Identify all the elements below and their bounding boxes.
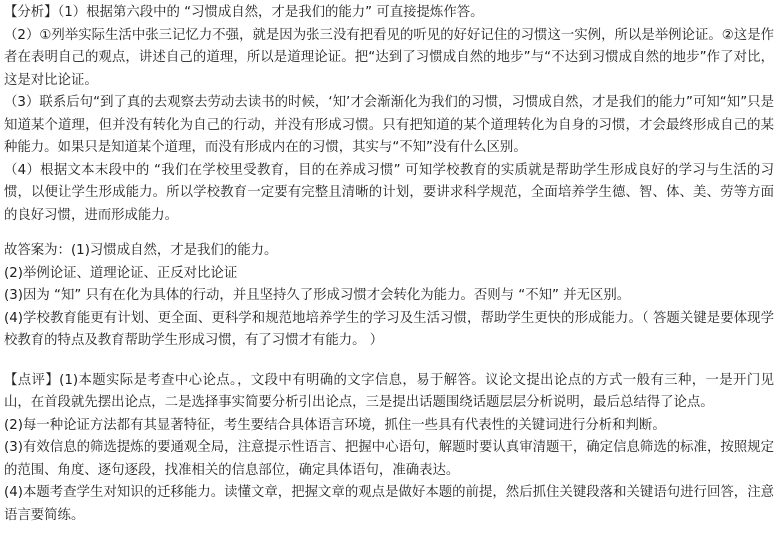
answer-paragraph-1: 故答案为：(1)习惯成自然，才是我们的能力。 (4, 243, 278, 258)
analysis-paragraph-4: （4）根据文本末段中的 “我们在学校里受教育，目的在养成习惯” 可知学校教育的实质就是帮助学生形成良好的学习与生活的习惯，以便让学生形成能力。所以学校教育一定要有完整且清晰的计划，要讲求科学规范，全面培养学生德、智、体、美、劳等方面的良好习惯，进而形成能力。 (4, 162, 774, 223)
section-spacer (4, 227, 774, 240)
comment-paragraph-4: (4)本题考查学生对知识的迁移能力。读懂文章，把握文章的观点是做好本题的前提，然后抓住关键段落和关键语句进行回答，注意语言要简练。 (4, 485, 774, 523)
answer-paragraph-3: (3)因为 “知” 只有在化为具体的行动，并且坚持久了形成习惯才会转化为能力。否则与 “不知” 并无区别。 (4, 288, 631, 303)
analysis-section (4, 2, 774, 227)
comment-section (4, 370, 774, 528)
analysis-paragraph-3: （3）联系后句“到了真的去观察去劳动去读书的时候，‘知’才会渐渐化为我们的习惯，习惯成自然，才是我们的能力”可知“知”只是知道某个道理，但并没有转化为自己的行动，并没有形成习惯。只有把知道的某个道理转化为自身的习惯，才会最终形成自己的某种能力。如果只是知道某个道理，而没有形成内在的习惯，其实与“不知”没有什么区别。 (4, 95, 774, 155)
comment-paragraph-2: (2)每一种论证方法都有其显著特征，考生要结合具体语言环境，抓住一些具有代表性的关键词进行分析和判断。 (4, 417, 666, 433)
section-spacer (4, 353, 774, 370)
comment-paragraph-1: 【点评】(1)本题实际是考查中心论点。，文段中有明确的文字信息，易于解答。议论文提出论点的方式一般有三种，一是开门见山，在首段就先摆出论点，二是选择事实简要分析引出论点，三是提出话题围绕话题层层分析说明，最后总结得了论点。 (4, 372, 774, 410)
answer-section (4, 240, 774, 353)
answer-paragraph-4: (4)学校教育能更有计划、更全面、更科学和规范地培养学生的学习及生活习惯，帮助学生更快的形成能力。（ 答题关键是要体现学校教育的特点及教育帮助学生形成习惯，有了习惯才有能力。 ） (4, 310, 774, 348)
answer-paragraph-2: (2)举例论证、道理论证、正反对比论证 (4, 265, 238, 281)
comment-paragraph-3: (3)有效信息的筛选提炼的要通观全局，注意提示性语言、把握中心语句，解题时要认真审清题干，确定信息筛选的标准，按照规定的范围、角度、逐句逐段，找准相关的信息部位，确定具体语句，准确表达。 (4, 440, 774, 478)
analysis-paragraph-2: （2）①列举实际生活中张三记忆力不强，就是因为张三没有把看见的听见的好好记住的习惯这一实例，所以是举例论证。②这是作者在表明自己的观点，讲述自己的道理，所以是道理论证。把“达到了习惯成自然的地步”与“不达到习惯成自然的地步”作了对比，这是对比论证。 (4, 27, 774, 88)
analysis-paragraph-1: 【分析】（1）根据第六段中的 “习惯成自然，才是我们的能力” 可直接提炼作答。 (4, 5, 484, 20)
